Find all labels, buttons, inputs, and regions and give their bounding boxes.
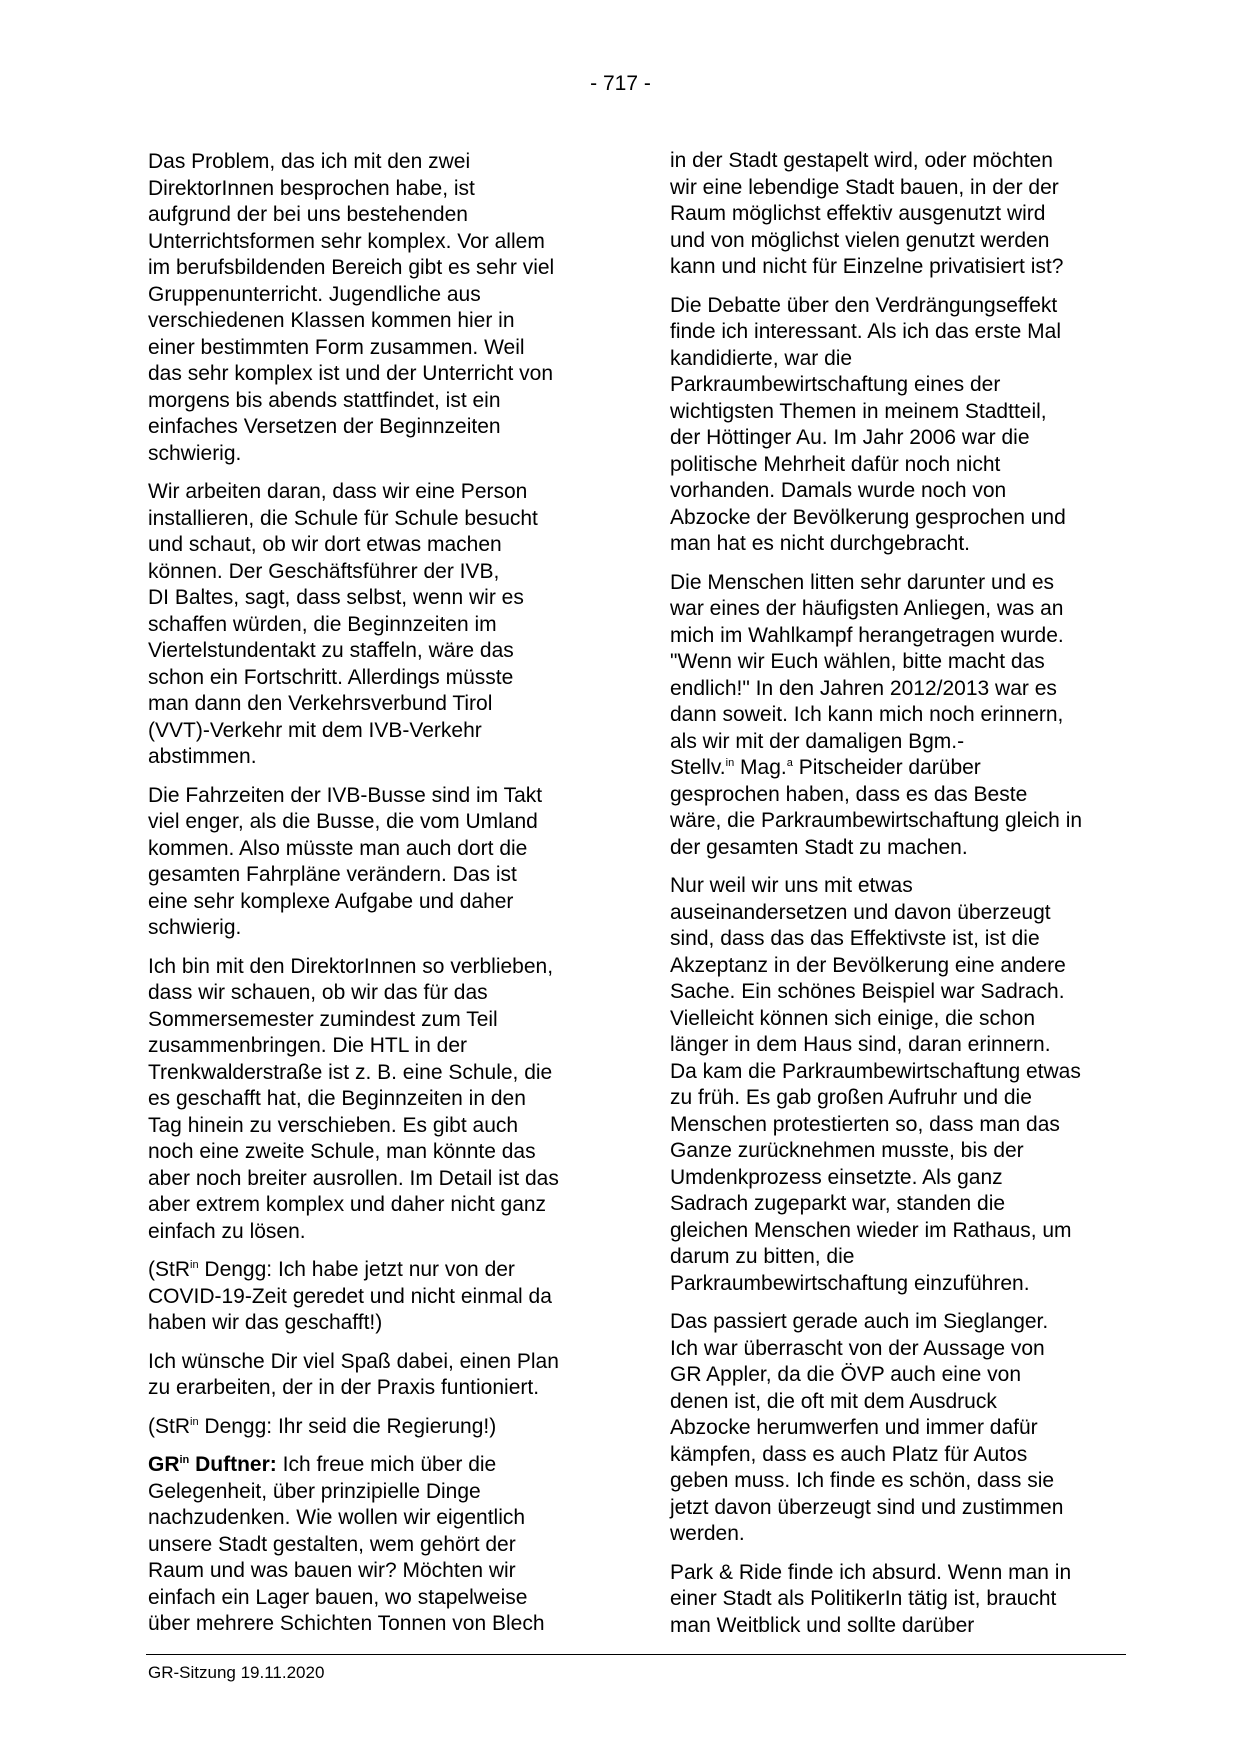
text-line	[670, 478, 1125, 505]
text-line	[148, 1139, 600, 1166]
superscript-text: in	[179, 1454, 190, 1466]
text-line	[148, 1219, 600, 1246]
text-line	[148, 361, 600, 388]
text-run: zusammenbringen. Die HTL in der	[148, 1034, 468, 1057]
text-line	[670, 702, 1125, 729]
text-run: länger in dem Haus sind, daran erinnern.	[670, 1033, 1051, 1056]
text-line	[148, 1007, 600, 1034]
text-run: DirektorInnen besprochen habe, ist	[148, 176, 475, 200]
text-run: Tag hinein zu verschieben. Es gibt auch	[148, 1113, 519, 1137]
text-line	[670, 1468, 1125, 1495]
text-line	[148, 1585, 600, 1612]
text-run: Nur weil wir uns mit etwas	[670, 874, 913, 897]
text-run: man dann den Verkehrsverbund Tirol	[148, 692, 493, 715]
text-line	[670, 623, 1125, 650]
text-run: schaffen würden, die Beginnzeiten im	[148, 612, 497, 636]
text-run: DI Baltes, sagt, dass selbst, wenn wir es	[148, 586, 524, 609]
text-line	[148, 980, 600, 1007]
text-run: sind, dass das das Effektivste ist, ist die	[670, 927, 1040, 950]
paragraph	[148, 1452, 600, 1638]
text-line	[670, 228, 1125, 255]
text-run: einfach zu lösen.	[148, 1219, 306, 1243]
text-line	[670, 1032, 1125, 1059]
text-line	[148, 1113, 600, 1140]
text-run: und schaut, ob wir dort etwas machen	[148, 533, 502, 556]
paragraph	[148, 1257, 600, 1337]
text-line	[148, 1375, 600, 1402]
text-run: kämpfen, dass es auch Platz für Autos	[670, 1442, 1028, 1466]
text-run: aber noch breiter ausrollen. Im Detail ist das	[148, 1166, 559, 1190]
paragraph	[148, 954, 600, 1246]
text-line	[670, 808, 1125, 835]
text-run: viel enger, als die Busse, die vom Umland	[148, 810, 538, 833]
text-line	[148, 1505, 600, 1532]
text-line	[148, 691, 600, 718]
text-line	[670, 1336, 1125, 1363]
text-line	[670, 1442, 1125, 1469]
text-run: man hat es nicht durchgebracht.	[670, 532, 971, 555]
text-run: Das Problem, das ich mit den zwei	[148, 150, 471, 173]
text-run: Das passiert gerade auch im Sieglanger.	[670, 1310, 1049, 1333]
text-line	[670, 293, 1125, 320]
text-run: Mag.	[734, 756, 787, 779]
text-run: schwierig.	[148, 441, 242, 465]
text-line	[670, 148, 1125, 175]
text-line	[670, 1362, 1125, 1389]
text-line	[670, 1389, 1125, 1416]
text-run: Park & Ride finde ich absurd. Wenn man in	[670, 1560, 1072, 1584]
text-run: Raum und was bauen wir? Möchten wir	[148, 1559, 516, 1582]
text-run: (StR	[148, 1258, 190, 1281]
superscript-text: a	[786, 757, 793, 769]
text-run: gesamten Fahrpläne verändern. Das ist	[148, 863, 517, 886]
text-run: Viertelstundentakt zu staffeln, wäre das	[148, 639, 514, 662]
text-line	[670, 425, 1125, 452]
text-run: das sehr komplex ist und der Unterricht von	[148, 362, 554, 385]
text-line	[148, 783, 600, 810]
text-line	[670, 1006, 1125, 1033]
text-run: werden.	[670, 1522, 745, 1545]
text-line	[670, 1059, 1125, 1086]
paragraph	[148, 149, 600, 467]
text-line	[670, 531, 1125, 558]
text-line	[670, 201, 1125, 228]
text-line	[670, 1613, 1125, 1640]
text-run: Gelegenheit, über prinzipielle Dinge	[148, 1479, 481, 1503]
text-line	[148, 308, 600, 335]
text-line	[148, 718, 600, 745]
text-run: können. Der Geschäftsführer der IVB,	[148, 559, 500, 583]
text-line	[148, 915, 600, 942]
text-run: vorhanden. Damals wurde noch von	[670, 479, 1007, 502]
text-run: wir eine lebendige Stadt bauen, in der der	[670, 175, 1059, 199]
text-run: Parkraumbewirtschaftung einzuführen.	[670, 1271, 1030, 1295]
text-run: installieren, die Schule für Schule besucht	[148, 506, 538, 530]
text-line	[148, 479, 600, 506]
paragraph	[148, 1414, 600, 1441]
text-run: es geschafft hat, die Beginnzeiten in den	[148, 1087, 526, 1110]
text-run: (VVT)-Verkehr mit dem IVB-Verkehr	[148, 718, 482, 742]
text-line	[670, 505, 1125, 532]
text-run: (StR	[148, 1414, 190, 1438]
text-run: zu erarbeiten, der in der Praxis funtioniert.	[148, 1376, 540, 1399]
text-run: Raum möglichst effektiv ausgenutzt wird	[670, 202, 1046, 225]
text-line	[148, 1558, 600, 1585]
paragraph	[670, 1560, 1125, 1640]
text-line	[148, 744, 600, 771]
text-line	[148, 506, 600, 533]
text-run: Wir arbeiten daran, dass wir eine Person	[148, 480, 528, 503]
text-run: über mehrere Schichten Tonnen von Blech	[148, 1612, 545, 1635]
text-run: Menschen protestierten so, dass man das	[670, 1112, 1060, 1136]
text-run: gleichen Menschen wieder im Rathaus, um	[670, 1218, 1072, 1242]
text-run: dann soweit. Ich kann mich noch erinnern,	[670, 703, 1064, 726]
text-run: darum zu bitten, die	[670, 1245, 855, 1268]
text-run: wichtigsten Themen in meinem Stadtteil,	[670, 399, 1047, 423]
text-line	[148, 1611, 600, 1638]
text-run: in der Stadt gestapelt wird, oder möchten	[670, 149, 1053, 172]
text-run: einer Stadt als PolitikerIn tätig ist, braucht	[670, 1587, 1057, 1610]
text-line	[670, 570, 1125, 597]
text-run: Dengg: Ich habe jetzt nur von der	[198, 1258, 515, 1281]
text-line	[148, 954, 600, 981]
text-line	[670, 452, 1125, 479]
text-line	[670, 1495, 1125, 1522]
text-line	[148, 441, 600, 468]
text-line	[148, 559, 600, 586]
paragraph	[670, 570, 1125, 862]
text-run: Da kam die Parkraumbewirtschaftung etwas	[670, 1059, 1081, 1083]
text-run: war eines der häufigsten Anliegen, was an	[670, 597, 1064, 620]
text-line	[670, 1521, 1125, 1548]
text-run: nachzudenken. Wie wollen wir eigentlich	[148, 1506, 526, 1529]
text-line	[670, 372, 1125, 399]
text-line	[670, 1085, 1125, 1112]
text-line	[670, 649, 1125, 676]
text-line	[148, 638, 600, 665]
text-run: einer bestimmten Form zusammen. Weil	[148, 335, 525, 359]
superscript-text: in	[190, 1415, 199, 1428]
text-line	[670, 755, 1125, 782]
text-run: verschiedenen Klassen kommen hier in	[148, 309, 515, 332]
text-line	[670, 1586, 1125, 1613]
text-line	[670, 676, 1125, 703]
text-run: Stellv.	[670, 756, 726, 779]
text-line	[670, 900, 1125, 927]
text-run: Duftner:	[189, 1453, 277, 1476]
text-run: geben muss. Ich finde es schön, dass sie	[670, 1469, 1055, 1492]
text-line	[670, 1560, 1125, 1587]
text-line	[670, 979, 1125, 1006]
paragraph	[148, 1349, 600, 1402]
text-run: Sadrach zugeparkt war, standen die	[670, 1192, 1006, 1215]
text-run: Umdenkprozess einsetzte. Als ganz	[670, 1165, 1003, 1189]
text-run: man Weitblick und sollte darüber	[670, 1613, 975, 1637]
text-line	[148, 229, 600, 256]
text-run: Abzocke herumwerfen und immer dafür	[670, 1416, 1038, 1439]
text-run: "Wenn wir Euch wählen, bitte macht das	[670, 650, 1045, 673]
text-line	[148, 1166, 600, 1193]
footer-divider	[146, 1654, 1126, 1655]
text-run: denen ist, die oft mit dem Ausdruck	[670, 1389, 997, 1413]
text-run: GR	[148, 1453, 180, 1476]
text-line	[670, 953, 1125, 980]
text-run: Dengg: Ihr seid die Regierung!)	[198, 1414, 497, 1438]
text-line	[148, 282, 600, 309]
paragraph	[670, 873, 1125, 1297]
text-run: Sommersemester zumindest zum Teil	[148, 1007, 498, 1031]
text-run: COVID-19-Zeit geredet und nicht einmal da	[148, 1284, 552, 1308]
text-line	[148, 176, 600, 203]
text-run: aber extrem komplex und daher nicht ganz	[148, 1193, 547, 1216]
paragraph	[670, 148, 1125, 281]
text-line	[148, 1284, 600, 1311]
text-run: wäre, die Parkraumbewirtschaftung gleich in	[670, 809, 1083, 832]
text-line	[148, 1192, 600, 1219]
text-run: Vielleicht können sich einige, die schon	[670, 1006, 1036, 1030]
text-line	[670, 1218, 1125, 1245]
text-run: als wir mit der damaligen Bgm.-	[670, 729, 965, 753]
text-run: endlich!" In den Jahren 2012/2013 war es	[670, 676, 1057, 700]
page-number: - 717 -	[590, 72, 651, 95]
text-run: Parkraumbewirtschaftung eines der	[670, 373, 1001, 396]
text-line	[148, 335, 600, 362]
text-line	[148, 1452, 600, 1479]
text-line	[148, 1086, 600, 1113]
text-line	[148, 836, 600, 863]
text-run: Abzocke der Bevölkerung gesprochen und	[670, 505, 1066, 529]
text-run: auseinandersetzen und davon überzeugt	[670, 900, 1051, 924]
text-line	[670, 782, 1125, 809]
text-line	[670, 1415, 1125, 1442]
text-run: finde ich interessant. Als ich das erste Mal	[670, 320, 1062, 343]
text-line	[148, 202, 600, 229]
text-run: unsere Stadt gestalten, wem gehört der	[148, 1532, 516, 1556]
text-line	[670, 399, 1125, 426]
text-run: noch eine zweite Schule, man könnte das	[148, 1140, 536, 1163]
text-line	[148, 149, 600, 176]
footer-session-date: GR-Sitzung 19.11.2020	[148, 1663, 325, 1682]
text-run: Pitscheider darüber	[792, 756, 981, 779]
left-column	[148, 149, 600, 1650]
text-line	[148, 1414, 600, 1441]
text-line	[670, 1165, 1125, 1192]
text-run: Die Menschen litten sehr darunter und es	[670, 570, 1055, 594]
text-run: dass wir schauen, ob wir das für das	[148, 981, 488, 1004]
paragraph	[670, 1309, 1125, 1548]
text-line	[148, 255, 600, 282]
text-line	[148, 1257, 600, 1284]
text-run: aufgrund der bei uns bestehenden	[148, 203, 468, 226]
superscript-text: in	[725, 757, 735, 769]
text-line	[670, 873, 1125, 900]
text-run: Gruppenunterricht. Jugendliche aus	[148, 282, 481, 306]
text-run: morgens bis abends stattfindet, ist ein	[148, 388, 501, 412]
text-line	[670, 926, 1125, 953]
text-run: kandidierte, war die	[670, 346, 853, 370]
text-line	[670, 1191, 1125, 1218]
text-line	[148, 388, 600, 415]
text-run: Die Fahrzeiten der IVB-Busse sind im Takt	[148, 783, 543, 807]
text-run: abstimmen.	[148, 745, 257, 768]
paragraph	[148, 479, 600, 771]
text-run: der Höttinger Au. Im Jahr 2006 war die	[670, 426, 1030, 449]
text-line	[148, 1349, 600, 1376]
text-run: Ich war überrascht von der Aussage von	[670, 1336, 1045, 1360]
text-line	[148, 612, 600, 639]
text-run: Ich wünsche Dir viel Spaß dabei, einen Plan	[148, 1349, 559, 1373]
text-line	[148, 1310, 600, 1337]
text-run: einfach ein Lager bauen, wo stapelweise	[148, 1585, 528, 1609]
text-run: haben wir das geschafft!)	[148, 1311, 383, 1334]
text-line	[148, 585, 600, 612]
text-line	[148, 862, 600, 889]
text-line	[148, 1033, 600, 1060]
text-line	[670, 1271, 1125, 1298]
text-line	[670, 254, 1125, 281]
superscript-text: in	[190, 1259, 199, 1271]
text-line	[148, 1479, 600, 1506]
text-run: Unterrichtsformen sehr komplex. Vor allem	[148, 229, 545, 253]
text-run: gesprochen haben, dass es das Beste	[670, 782, 1028, 806]
text-run: und von möglichst vielen genutzt werden	[670, 228, 1050, 252]
text-run: kann und nicht für Einzelne privatisiert ist?	[670, 255, 1064, 278]
paragraph	[148, 783, 600, 942]
text-run: mich im Wahlkampf herangetragen wurde.	[670, 623, 1064, 647]
text-run: Sache. Ein schönes Beispiel war Sadrach.	[670, 980, 1065, 1003]
text-run: politische Mehrheit dafür noch nicht	[670, 452, 1001, 476]
text-line	[670, 729, 1125, 756]
text-line	[148, 414, 600, 441]
text-line	[148, 1532, 600, 1559]
text-line	[670, 596, 1125, 623]
text-run: Ich freue mich über die	[276, 1453, 497, 1476]
text-run: eine sehr komplexe Aufgabe und daher	[148, 889, 514, 913]
text-line	[148, 809, 600, 836]
text-line	[670, 1244, 1125, 1271]
text-line	[148, 1060, 600, 1087]
text-line	[148, 889, 600, 916]
text-run: Ich bin mit den DirektorInnen so verblieben,	[148, 954, 554, 978]
text-line	[670, 319, 1125, 346]
text-run: Ganze zurücknehmen musste, bis der	[670, 1139, 1024, 1162]
text-run: kommen. Also müsste man auch dort die	[148, 836, 528, 860]
text-line	[148, 532, 600, 559]
text-run: im berufsbildenden Bereich gibt es sehr viel	[148, 256, 555, 279]
text-line	[670, 1309, 1125, 1336]
paragraph	[670, 293, 1125, 558]
text-run: der gesamten Stadt zu machen.	[670, 835, 968, 859]
text-run: Akzeptanz in der Bevölkerung eine andere	[670, 953, 1066, 977]
text-line	[670, 346, 1125, 373]
text-run: jetzt davon überzeugt sind und zustimmen	[670, 1495, 1064, 1519]
text-run: Die Debatte über den Verdrängungseffekt	[670, 293, 1058, 317]
text-run: schon ein Fortschritt. Allerdings müsste	[148, 665, 514, 689]
text-line	[670, 835, 1125, 862]
text-run: einfaches Versetzen der Beginnzeiten	[148, 415, 501, 438]
text-run: zu früh. Es gab großen Aufruhr und die	[670, 1086, 1032, 1109]
text-run: GR Appler, da die ÖVP auch eine von	[670, 1363, 1022, 1386]
text-line	[148, 665, 600, 692]
text-run: Trenkwalderstraße ist z. B. eine Schule, die	[148, 1060, 553, 1084]
text-line	[670, 1138, 1125, 1165]
text-run: schwierig.	[148, 916, 242, 939]
right-column	[670, 148, 1125, 1651]
text-line	[670, 175, 1125, 202]
text-line	[670, 1112, 1125, 1139]
